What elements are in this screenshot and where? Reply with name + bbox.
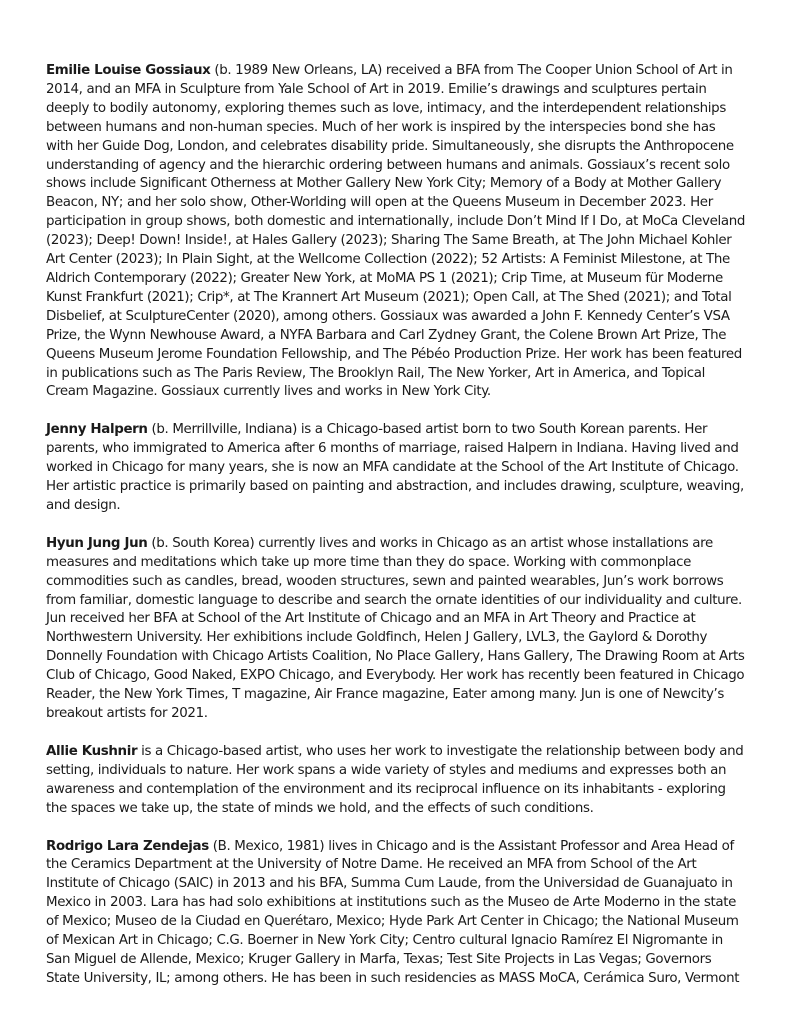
bio-text: is a Chicago-based artist, who uses her work to investigate the relationship between body and setting, individuals to nature. Her work spans a wide variety of styles and mediums and expresses both an awareness and contemplation of the environment and its reciprocal influence on its inhabitants - exploring the spaces we take up, the state of minds we hold, and the effects of such conditions. — [46, 743, 744, 816]
bio-text: (b. South Korea) currently lives and works in Chicago as an artist whose installations are measures and meditations which take up more time than they do space. Working with commonplace commodities such as candles, bread, wooden structures, sewn and painted wearables, Jun’s work borrows from familiar, domestic language to describe and search the ornate identities of our individuality and culture. Jun received her BFA at School of the Art Institute of Chicago and an MFA in Art Theory and Practice at Northwestern University. Her exhibitions include Goldfinch, Helen J Gallery, LVL3, the Gaylord & Dorothy Donnelly Foundation with Chicago Artists Coalition, No Place Gallery, Hans Gallery, The Drawing Room at Arts Club of Chicago, Good Naked, EXPO Chicago, and Everybody. Her work has recently been featured in Chicago Reader, the New York Times, T magazine, Air France magazine, Eater among many. Jun is one of Newcity’s breakout artists for 2021. — [46, 535, 745, 721]
artist-name: Rodrigo Lara Zendejas — [46, 838, 209, 854]
artist-name: Hyun Jung Jun — [46, 535, 148, 551]
bio-paragraph-jun — [46, 535, 746, 724]
bio-paragraph-gossiaux — [46, 62, 746, 402]
bio-text: (B. Mexico, 1981) lives in Chicago and is the Assistant Professor and Area Head of the Ceramics Department at the University of Notre Dame. He received an MFA from School of the Art Institute of Chicago (SAIC) in 2013 and his BFA, Summa Cum Laude, from the Universidad de Guanajuato in Mexico in 2003. Lara has had solo exhibitions at institutions such as the Museo de Arte Moderno in the state of Mexico; Museo de la Ciudad en Querétaro, Mexico; Hyde Park Art Center in Chicago; the National Museum of Mexican Art in Chicago; C.G. Boerner in New York City; Centro cultural Ignacio Ramírez El Nigromante in San Miguel de Allende, Mexico; Kruger Gallery in Marfa, Texas; Test Site Projects in Las Vegas; Governors State University, IL; among others. He has been in such residencies as MASS MoCA, Cerámica Suro, Vermont — [46, 838, 740, 986]
artist-name: Emilie Louise Gossiaux — [46, 63, 211, 78]
artist-name: Allie Kushnir — [46, 743, 138, 759]
artist-name: Jenny Halpern — [46, 422, 148, 438]
artist-bios-page — [46, 62, 746, 1008]
bio-paragraph-lara-zendejas — [46, 838, 746, 989]
bio-paragraph-halpern — [46, 421, 746, 516]
bio-text: (b. 1989 New Orleans, LA) received a BFA from The Cooper Union School of Art in 2014, and an MFA in Sculpture from Yale School of Art in 2019. Emilie’s drawings and sculptures pertain deeply to bodily autonomy, exploring themes such as love, intimacy, and the interdependent relationships between humans and non-human species. Much of her work is inspired by the interspecies bond she has with her Guide Dog, London, and celebrates disability pride. Simultaneously, she disrupts the Anthropocene understanding of agency and the hierarchic ordering between humans and animals. Gossiaux’s recent solo shows include Significant Otherness at Mother Gallery New York City; Memory of a Body at Mother Gallery Beacon, NY; and her solo show, Other-Worlding will open at the Queens Museum in December 2023. Her participation in group shows, both domestic and internationally, include Don’t Mind If I Do, at MoCa Cleveland (2023); Deep! Down! Inside!, at Hales Gallery (2023); Sharing The Same Breath, at The John Michael Kohler Art Center (2023); In Plain Sight, at the Wellcome Collection (2022); 52 Artists: A Feminist Milestone, at The Aldrich Contemporary (2022); Greater New York, at MoMA PS 1 (2021); Crip Time, at Museum für Moderne Kunst Frankfurt (2021); Crip*, at The Krannert Art Museum (2021); Open Call, at The Shed (2021); and Total Disbelief, at SculptureCenter (2020), among others. Gossiaux was awarded a John F. Kennedy Center’s VSA Prize, the Wynn Newhouse Award, a NYFA Barbara and Carl Zydney Grant, the Colene Brown Art Prize, The Queens Museum Jerome Foundation Fellowship, and The Pébéo Production Prize. Her work has been featured in publications such as The Paris Review, The Brooklyn Rail, The New Yorker, Art in America, and Topical Cream Magazine. Gossiaux currently lives and works in New York City. — [46, 63, 745, 400]
bio-paragraph-kushnir — [46, 743, 746, 819]
bio-text: (b. Merrillville, Indiana) is a Chicago-based artist born to two South Korean parents. Her parents, who immigrated to America after 6 months of marriage, raised Halpern in Indiana. Having lived and worked in Chicago for many years, she is now an MFA candidate at the School of the Art Institute of Chicago. Her artistic practice is primarily based on painting and abstraction, and includes drawing, sculpture, weaving, and design. — [46, 422, 744, 513]
